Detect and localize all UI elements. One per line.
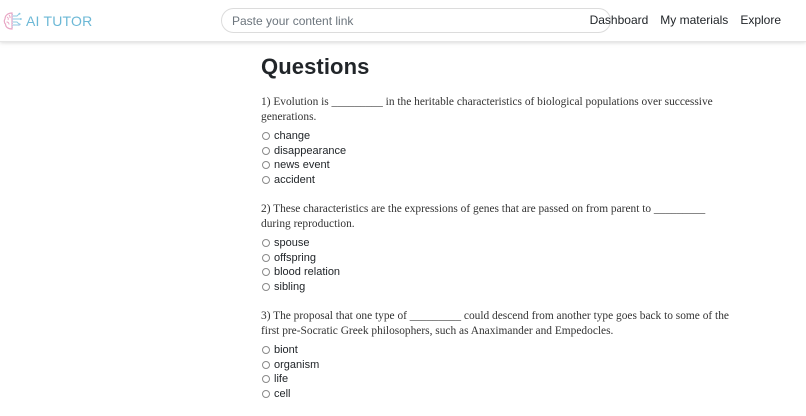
radio-button[interactable]: [262, 161, 270, 169]
option-label: organism: [274, 358, 320, 371]
option-label: offspring: [274, 251, 316, 264]
questions-section: [261, 55, 731, 416]
answer-options: [261, 343, 731, 401]
answer-options: [261, 129, 731, 187]
option-label: biont: [274, 344, 298, 357]
option-label: change: [274, 130, 311, 143]
top-navbar: [0, 0, 806, 42]
answer-options: [261, 236, 731, 294]
radio-button[interactable]: [262, 254, 270, 262]
radio-button[interactable]: [262, 361, 270, 369]
answer-option[interactable]: [261, 158, 731, 173]
answer-option[interactable]: [261, 173, 731, 188]
brand-logo-link[interactable]: [2, 9, 92, 33]
answer-option[interactable]: [261, 280, 731, 295]
radio-button[interactable]: [262, 132, 270, 140]
answer-option[interactable]: [261, 144, 731, 159]
answer-option[interactable]: [261, 372, 731, 387]
option-label: life: [274, 373, 289, 386]
question-3: [261, 309, 731, 401]
radio-button[interactable]: [262, 147, 270, 155]
option-label: spouse: [274, 237, 310, 250]
option-label: sibling: [274, 280, 306, 293]
question-1: [261, 95, 731, 187]
radio-button[interactable]: [262, 375, 270, 383]
radio-button[interactable]: [262, 390, 270, 398]
question-text: 3) The proposal that one type of _________ could descend from another type goes back to some of the first pre-Socratic Greek philosophers, such as Anaximander and Empedocles.: [261, 310, 729, 337]
answer-option[interactable]: [261, 387, 731, 402]
question-text: 1) Evolution is _________ in the heritable characteristics of biological populations over successive generations.: [261, 96, 713, 123]
question-2: [261, 202, 731, 294]
nav-dashboard-link[interactable]: Dashboard: [589, 13, 649, 27]
option-label: disappearance: [274, 144, 347, 157]
answer-option[interactable]: [261, 129, 731, 144]
option-label: news event: [274, 159, 330, 172]
answer-option[interactable]: [261, 265, 731, 280]
radio-button[interactable]: [262, 176, 270, 184]
answer-option[interactable]: [261, 343, 731, 358]
radio-button[interactable]: [262, 346, 270, 354]
nav-links: [590, 12, 781, 28]
answer-option[interactable]: [261, 358, 731, 373]
content-link-input[interactable]: [221, 8, 611, 33]
radio-button[interactable]: [262, 239, 270, 247]
brain-circuit-icon: [2, 10, 24, 32]
answer-option[interactable]: [261, 236, 731, 251]
page-title: Questions: [261, 54, 370, 79]
nav-my-materials-link[interactable]: My materials: [660, 13, 729, 27]
radio-button[interactable]: [262, 268, 270, 276]
option-label: accident: [274, 173, 315, 186]
brand-name: AI TUTOR: [26, 13, 93, 29]
nav-explore-link[interactable]: Explore: [740, 13, 781, 27]
radio-button[interactable]: [262, 283, 270, 291]
question-text: 2) These characteristics are the expressions of genes that are passed on from parent to _________ during reproduction.: [261, 203, 706, 230]
option-label: cell: [274, 387, 291, 400]
option-label: blood relation: [274, 266, 341, 279]
answer-option[interactable]: [261, 251, 731, 266]
